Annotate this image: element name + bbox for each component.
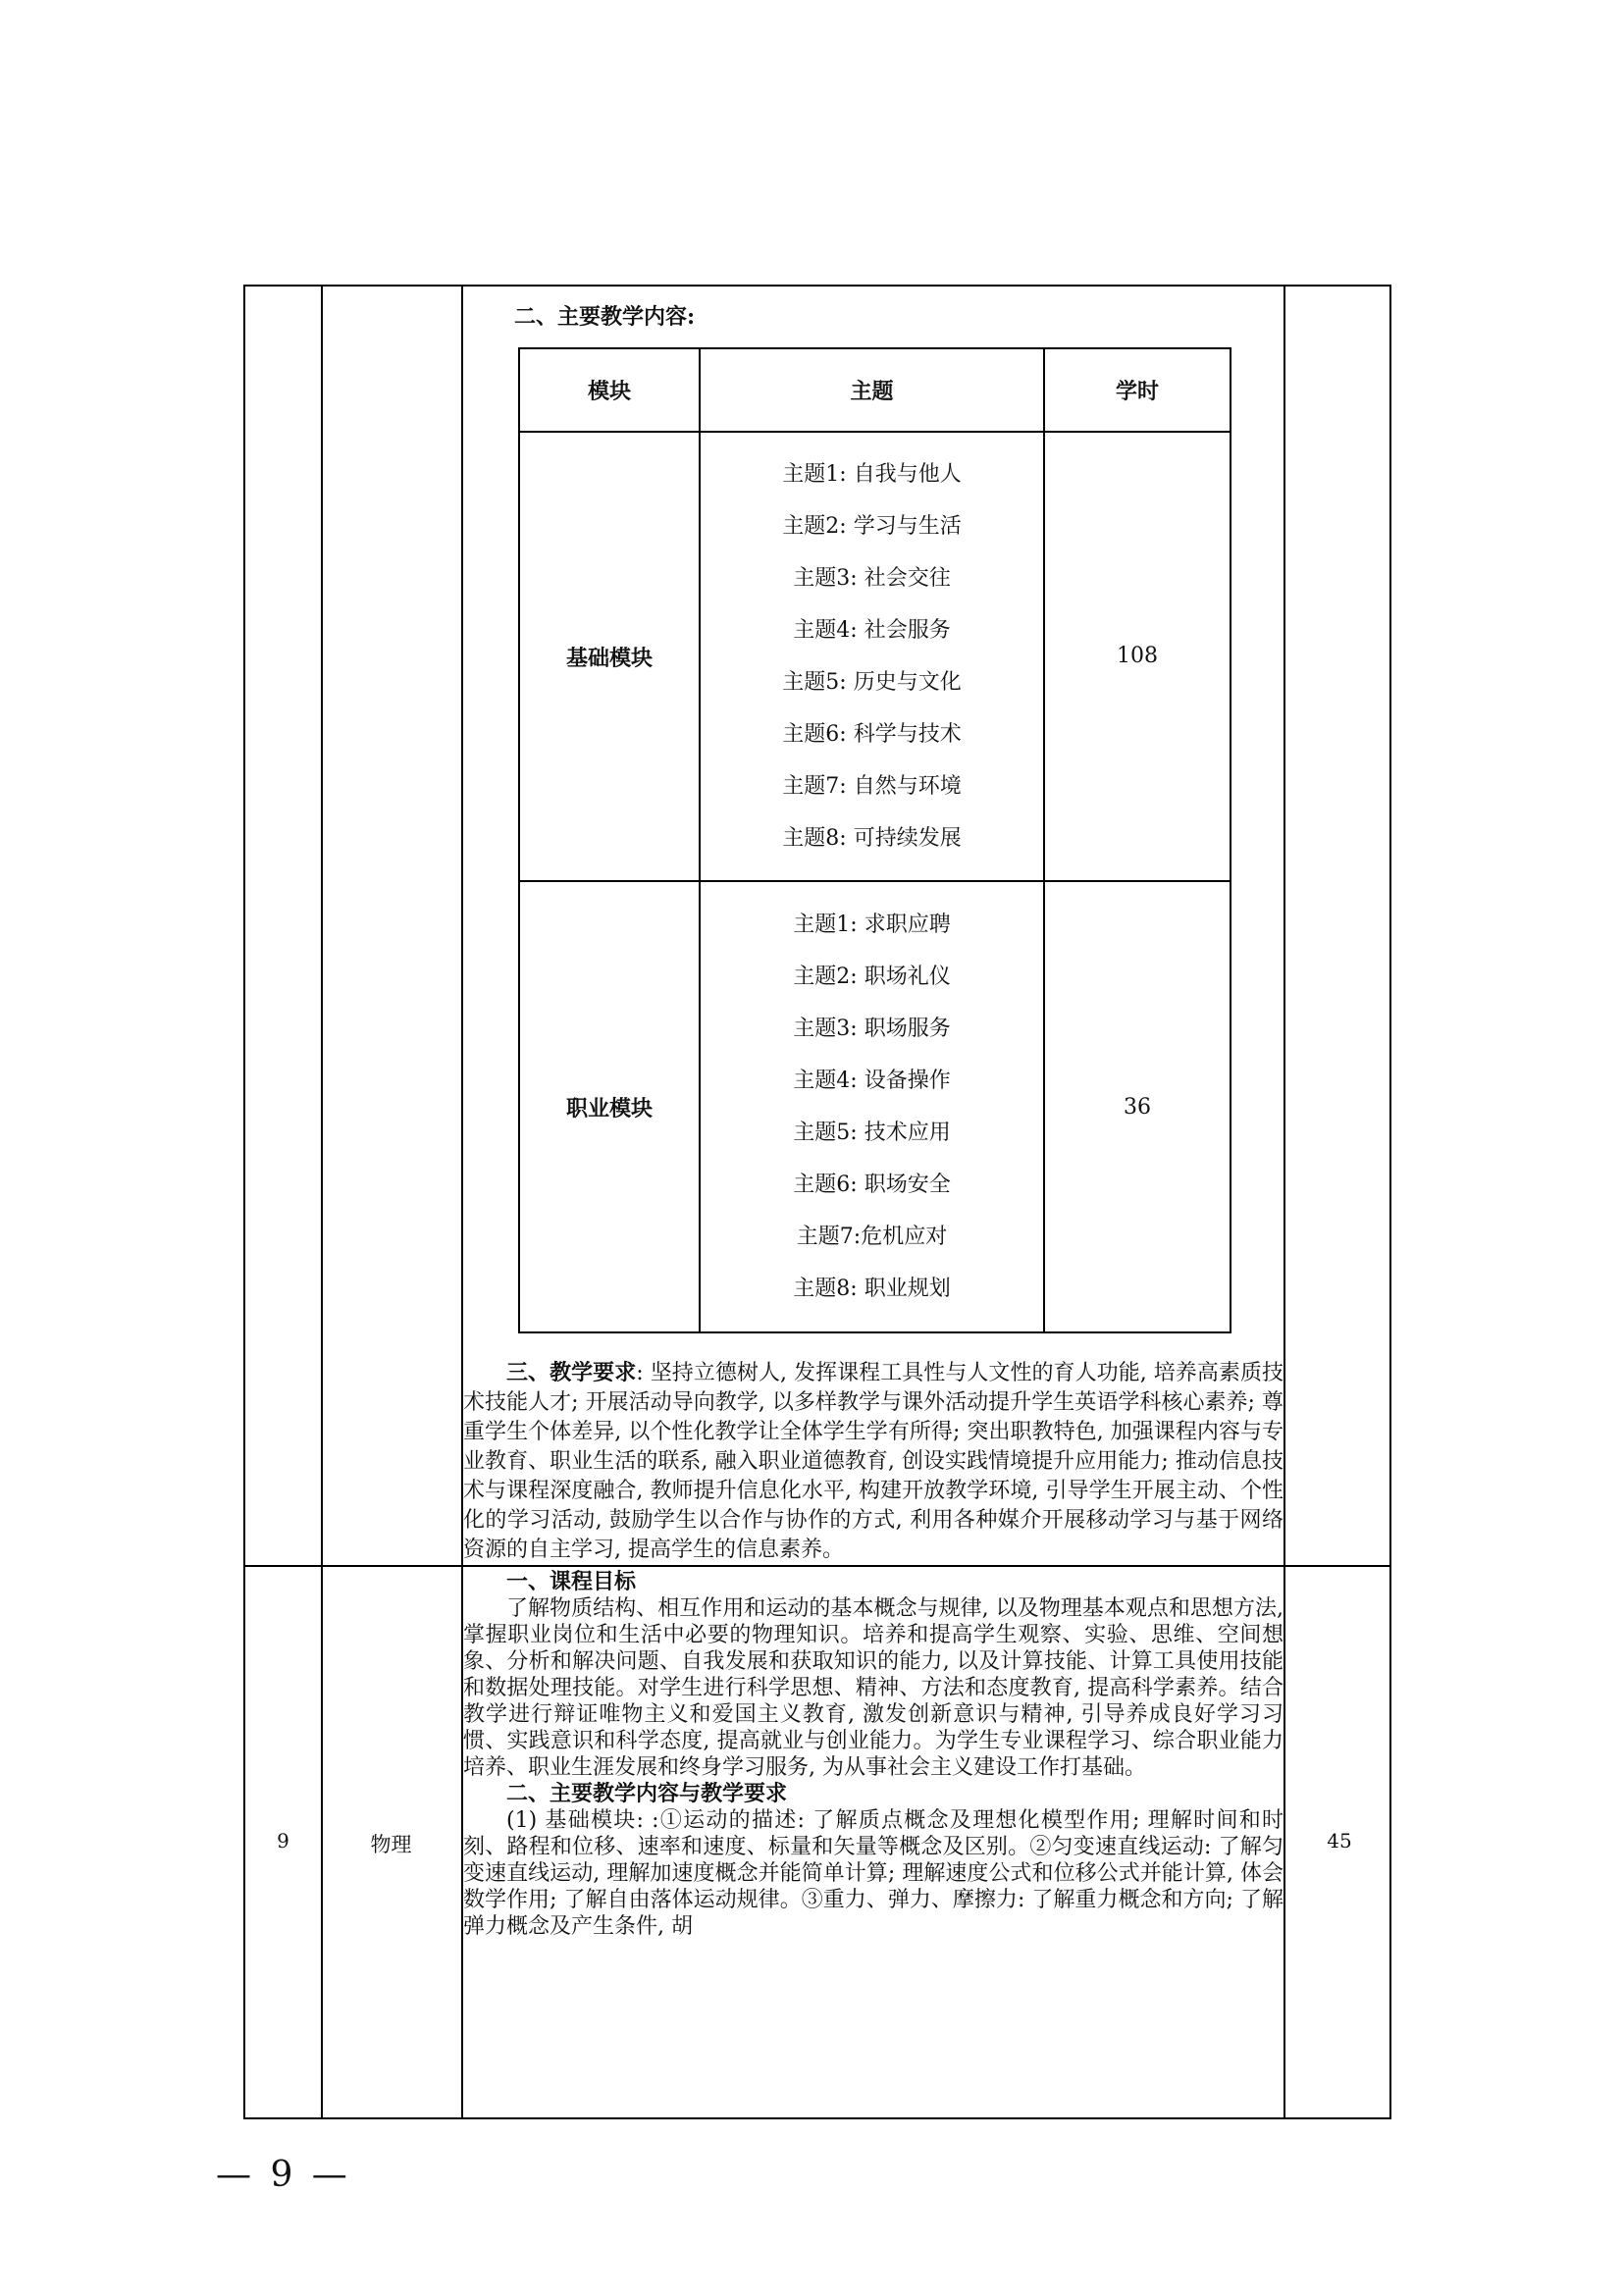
topic-item: 主题5: 技术应用 <box>793 1121 951 1145</box>
content-text: (1) 基础模块: :①运动的描述: 了解质点概念及理想化模型作用; 理解时间和时刻、路程和位移、速率和速度、标量和矢量等概念及区别。②匀变速直线运动: 了解匀变速直线运动, 理解加速度概念并能简单计算; 理解速度公式和位移公式并能计算, 体会数学作用; 了解自由落体运动规律。③重力、弹力、摩擦力: 了解重力概念和方向; 了解弹力概念及产生条件, 胡 <box>463 1808 1283 1939</box>
curriculum-table <box>243 285 1391 2119</box>
course-hours: 45 <box>1327 1829 1352 1852</box>
module-table <box>518 347 1231 1333</box>
topic-item: 主题2: 职场礼仪 <box>793 965 951 989</box>
section3-text: : 坚持立德树人, 发挥课程工具性与人文性的育人功能, 培养高素质技术技能人才; 开展活动导向教学, 以多样教学与课外活动提升学生英语学科核心素养; 尊重学生个体差异, 以个性化教学让全体学生学有所得; 突出职教特色, 加强课程内容与专业教育、职业生活的联系, 融入职业道德教育, 创设实践情境提升应用能力; 推动信息技术与课程深度融合, 教师提升信息化水平, 构建开放教学环境, 引导学生开展主动、个性化的学习活动, 鼓励学生以合作与协作的方式, 利用各种媒介开展移动学习与基于网络资源的自主学习, 提高学生的信息素养。 <box>463 1361 1283 1562</box>
header-hours: 学时 <box>1044 348 1231 432</box>
module-table-header <box>519 348 1231 432</box>
topic-item: 主题3: 社会交往 <box>793 566 951 591</box>
header-module: 模块 <box>519 348 700 432</box>
section3-paragraph <box>463 1358 1283 1565</box>
topic-item: 主题7: 自然与环境 <box>782 774 962 799</box>
topic-item: 主题4: 社会服务 <box>793 618 951 643</box>
english-course-content <box>463 298 1283 1564</box>
topic-item: 主题6: 职场安全 <box>793 1173 951 1197</box>
module-hours: 36 <box>1044 881 1231 1332</box>
topic-item: 主题5: 历史与文化 <box>782 670 962 695</box>
topic-item: 主题6: 科学与技术 <box>782 722 962 747</box>
module-name: 职业模块 <box>519 881 700 1332</box>
row-divider <box>245 1565 1389 1567</box>
topic-list <box>700 881 1044 1332</box>
section2-heading: 二、主要教学内容: <box>514 304 696 330</box>
page-number: — 9 — <box>216 2155 351 2195</box>
topic-item: 主题8: 职业规划 <box>793 1277 951 1301</box>
module-name: 基础模块 <box>519 432 700 881</box>
header-topic: 主题 <box>700 348 1044 432</box>
goal-text: 了解物质结构、相互作用和运动的基本概念与规律, 以及物理基本观点和思想方法, 掌握职业岗位和生活中必要的物理知识。培养和提高学生观察、实验、思维、空间想象、分析和解决问题、自我发展和获取知识的能力, 以及计算技能、计算工具使用技能和数据处理技能。对学生进行科学思想、精神、方法和态度教育, 提高科学素养。结合教学进行辩证唯物主义和爱国主义教育, 激发创新意识与精神, 引导养成良好学习习惯、实践意识和科学态度, 提高就业与创业能力。为学生专业课程学习、综合职业能力培养、职业生涯发展和终身学习服务, 为从事社会主义建设工作打基础。 <box>463 1596 1283 1780</box>
table-row <box>519 881 1231 1332</box>
module-hours: 108 <box>1044 432 1231 881</box>
course-number: 9 <box>277 1829 289 1852</box>
topic-item: 主题1: 求职应聘 <box>793 913 951 937</box>
topic-item: 主题2: 学习与生活 <box>782 514 962 539</box>
topic-item: 主题1: 自我与他人 <box>782 462 962 487</box>
physics-course-content <box>463 1569 1283 2118</box>
topic-item: 主题7:危机应对 <box>796 1225 948 1249</box>
content-heading: 二、主要教学内容与教学要求 <box>506 1781 788 1806</box>
section3-label: 三、教学要求 <box>506 1360 637 1385</box>
table-row <box>519 432 1231 881</box>
topic-item: 主题3: 职场服务 <box>793 1017 951 1041</box>
topic-list <box>700 432 1044 881</box>
topic-item: 主题8: 可持续发展 <box>782 826 962 851</box>
course-name: 物理 <box>370 1833 412 1856</box>
goal-heading: 一、课程目标 <box>506 1569 637 1594</box>
topic-item: 主题4: 设备操作 <box>793 1069 951 1093</box>
